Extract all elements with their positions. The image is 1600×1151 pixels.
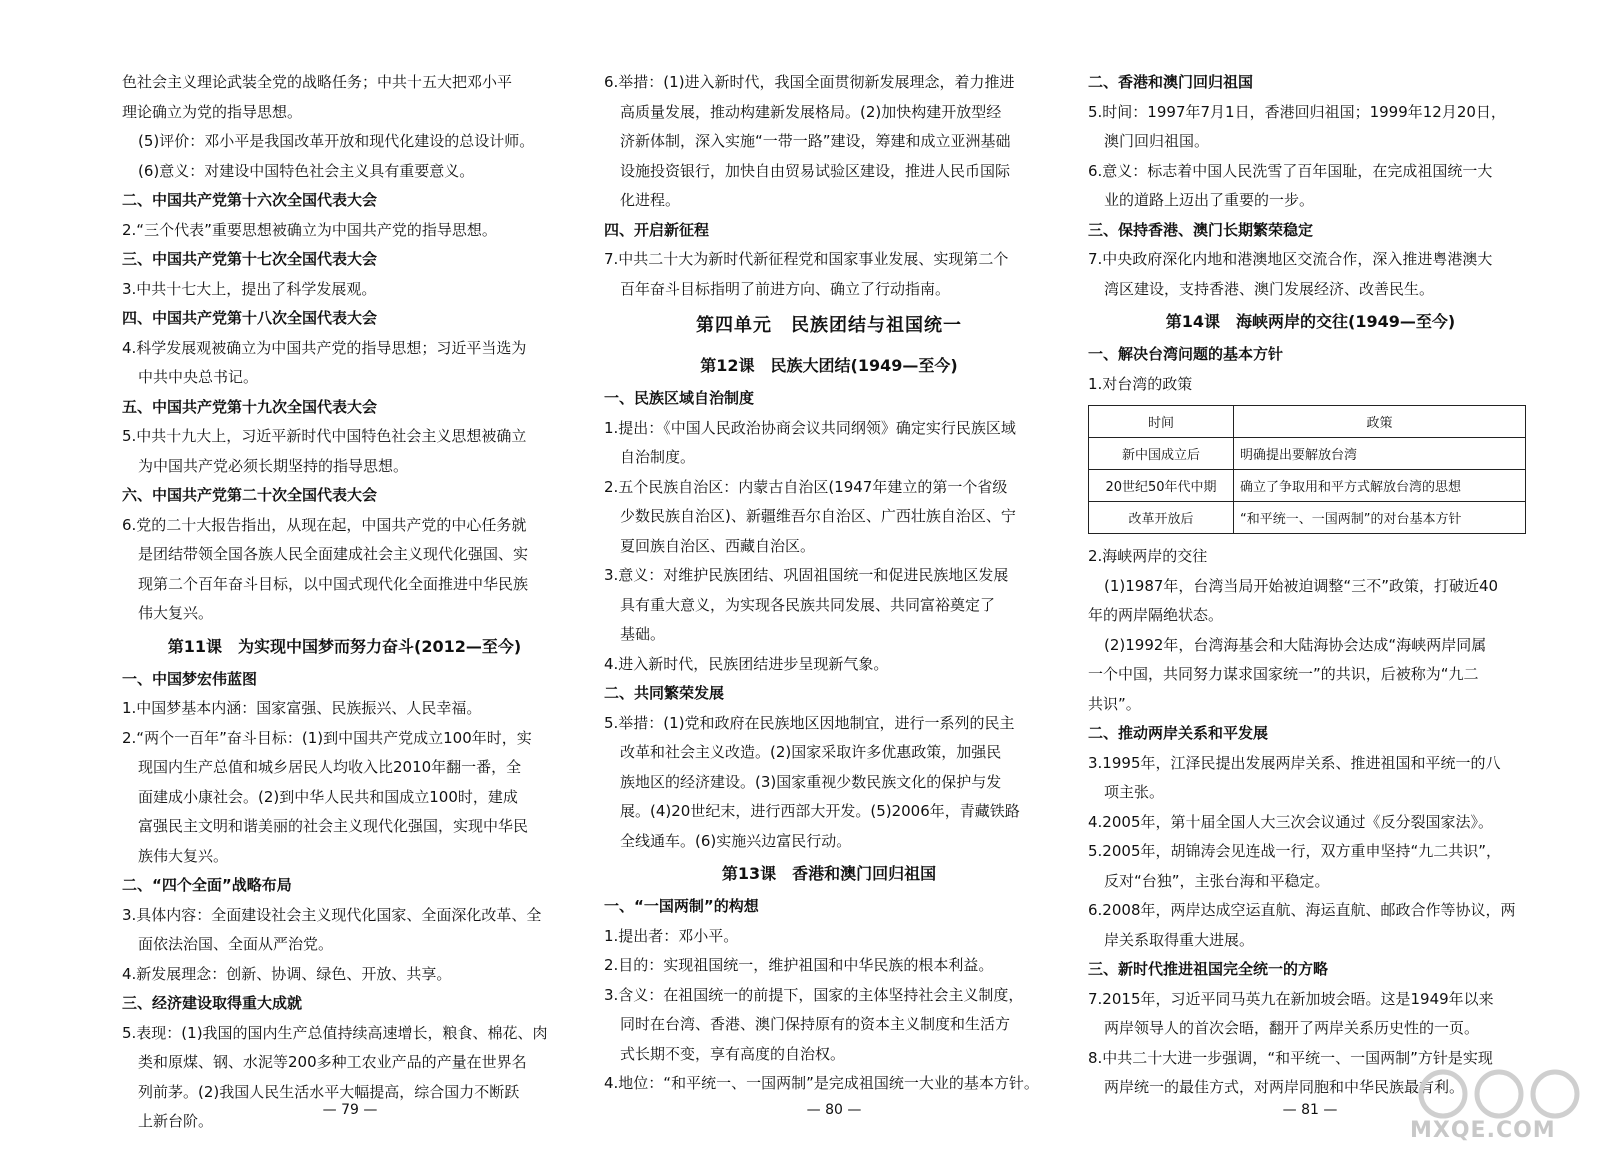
table-cell-time: 20世纪50年代中期 xyxy=(1089,470,1234,502)
table-cell-policy: 明确提出要解放台湾 xyxy=(1234,438,1526,470)
text-line: 1.中国梦基本内涵：国家富强、民族振兴、人民幸福。 xyxy=(122,699,482,717)
text-line: 族伟大复兴。 xyxy=(138,846,229,865)
text-line: 1.对台湾的政策 xyxy=(1088,374,1193,393)
lesson-title: 第13课 香港和澳门回归祖国 xyxy=(721,864,937,883)
text-line: 6.举措：(1)进入新时代，我国全面贯彻新发展理念，着力推进 xyxy=(604,73,1015,91)
page-81-column xyxy=(1088,68,1533,1096)
section-heading: 三、经济建设取得重大成就 xyxy=(122,994,303,1012)
text-line: 3.意义：对维护民族团结、巩固祖国统一和促进民族地区发展 xyxy=(604,566,1009,584)
table-header-row xyxy=(1089,406,1526,438)
section-heading: 二、共同繁荣发展 xyxy=(604,684,725,702)
text-line: 6.2008年，两岸达成空运直航、海运直航、邮政合作等协议，两 xyxy=(1088,901,1516,919)
text-line: 同时在台湾、香港、澳门保持原有的资本主义制度和生活方 xyxy=(620,1015,1011,1033)
text-line: 少数民族自治区)、新疆维吾尔自治区、广西壮族自治区、宁 xyxy=(620,507,1016,525)
text-line: 化进程。 xyxy=(620,191,681,209)
text-line: 4.进入新时代，民族团结进步呈现新气象。 xyxy=(604,654,889,673)
text-line: 4.地位：“和平统一、一国两制”是完成祖国统一大业的基本方针。 xyxy=(604,1074,1039,1092)
table-header-time: 时间 xyxy=(1089,406,1234,438)
text-line: 3.中共十七大上，提出了科学发展观。 xyxy=(122,279,377,298)
text-line: 夏回族自治区、西藏自治区。 xyxy=(620,536,816,555)
text-line: (2)1992年，台湾海基会和大陆海协会达成“海峡两岸同属 xyxy=(1104,635,1487,654)
text-line: 改革和社会主义改造。(2)国家采取许多优惠政策，加强民 xyxy=(620,743,1002,761)
text-line: 全线通车。(6)实施兴边富民行动。 xyxy=(620,831,852,850)
table-cell-time: 改革开放后 xyxy=(1089,502,1234,534)
text-line: 业的道路上迈出了重要的一步。 xyxy=(1104,191,1315,209)
page-80-column xyxy=(604,68,1054,1092)
text-line: 7.中共二十大为新时代新征程党和国家事业发展、实现第二个 xyxy=(604,250,1009,268)
text-line: 富强民主文明和谐美丽的社会主义现代化强国，实现中华民 xyxy=(138,817,529,835)
text-line: 3.具体内容：全面建设社会主义现代化国家、全面深化改革、全 xyxy=(122,905,542,924)
page-81-text-top xyxy=(1088,68,1533,399)
text-line: 理论确立为党的指导思想。 xyxy=(122,102,303,121)
text-line: 展。(4)20世纪末，进行西部大开发。(5)2006年，青藏铁路 xyxy=(620,802,1020,820)
text-line: 现国内生产总值和城乡居民人均收入比2010年翻一番，全 xyxy=(138,758,522,776)
text-line: 两岸领导人的首次会晤，翻开了两岸关系历史性的一页。 xyxy=(1104,1019,1480,1037)
text-line: 一个中国，共同努力谋求国家统一”的共识，后被称为“九二 xyxy=(1088,665,1479,683)
text-line: 5.中共十九大上，习近平新时代中国特色社会主义思想被确立 xyxy=(122,427,527,445)
table-cell-policy: “和平统一、一国两制”的对台基本方针 xyxy=(1234,502,1526,534)
text-line: (6)意义：对建设中国特色社会主义具有重要意义。 xyxy=(138,161,475,180)
section-heading: 六、中国共产党第二十次全国代表大会 xyxy=(122,486,378,504)
text-line: 2.海峡两岸的交往 xyxy=(1088,547,1208,565)
text-line: 色社会主义理论武装全党的战略任务；中共十五大把邓小平 xyxy=(122,73,513,91)
section-heading: 三、中国共产党第十七次全国代表大会 xyxy=(122,250,378,268)
table-row xyxy=(1089,502,1526,534)
table-header-policy: 政策 xyxy=(1234,406,1526,438)
text-line: 自治制度。 xyxy=(620,448,696,466)
text-line: 是团结带领全国各族人民全面建成社会主义现代化强国、实 xyxy=(138,545,529,563)
lesson-title: 第14课 海峡两岸的交往(1949—至今) xyxy=(1165,312,1456,331)
text-line: 6.党的二十大报告指出，从现在起，中国共产党的中心任务就 xyxy=(122,515,527,534)
section-heading: 二、“四个全面”战略布局 xyxy=(122,876,292,894)
text-line: 设施投资银行，加快自由贸易试验区建设，推进人民币国际 xyxy=(620,161,1011,180)
text-line: 6.意义：标志着中国人民洗雪了百年国耻，在完成祖国统一大 xyxy=(1088,161,1493,180)
text-line: 岸关系取得重大进展。 xyxy=(1104,930,1255,949)
text-line: 5.举措：(1)党和政府在民族地区因地制宜，进行一系列的民主 xyxy=(604,713,1015,732)
text-line: 面建成小康社会。(2)到中华人民共和国成立100时，建成 xyxy=(138,787,518,806)
text-line: 两岸统一的最佳方式，对两岸同胞和中华民族最有利。 xyxy=(1104,1078,1465,1096)
text-line: 项主张。 xyxy=(1104,783,1165,801)
table-row xyxy=(1089,470,1526,502)
text-line: 年的两岸隔绝状态。 xyxy=(1088,606,1224,624)
page-number: — 81 — xyxy=(1282,1102,1338,1118)
text-line: 伟大复兴。 xyxy=(138,604,214,622)
page-81-text-bottom xyxy=(1088,542,1533,1103)
text-line: 高质量发展，推动构建新发展格局。(2)加快构建开放型经 xyxy=(620,102,1002,121)
text-line: 8.中共二十大进一步强调，“和平统一、一国两制”方针是实现 xyxy=(1088,1048,1493,1067)
unit-title: 第四单元 民族团结与祖国统一 xyxy=(696,315,962,336)
text-line: 面依法治国、全面从严治党。 xyxy=(138,935,334,953)
text-line: 4.新发展理念：创新、协调、绿色、开放、共享。 xyxy=(122,964,452,983)
text-line: 共识”。 xyxy=(1088,694,1141,713)
section-heading: 一、民族区域自治制度 xyxy=(604,389,755,407)
section-heading: 五、中国共产党第十九次全国代表大会 xyxy=(122,397,378,416)
text-line: 现第二个百年奋斗目标，以中国式现代化全面推进中华民族 xyxy=(138,574,529,593)
text-line: 2.五个民族自治区：内蒙古自治区(1947年建立的第一个省级 xyxy=(604,477,1008,496)
text-line: 5.表现：(1)我国的国内生产总值持续高速增长，粮食、棉花、肉 xyxy=(122,1023,548,1042)
section-heading: 二、中国共产党第十六次全国代表大会 xyxy=(122,191,378,209)
text-line: 具有重大意义，为实现各民族共同发展、共同富裕奠定了 xyxy=(620,595,996,614)
text-line: 湾区建设，支持香港、澳门发展经济、改善民生。 xyxy=(1104,279,1435,298)
text-line: 2.“三个代表”重要思想被确立为中国共产党的指导思想。 xyxy=(122,220,497,239)
text-line: 类和原煤、钢、水泥等200多种工农业产品的产量在世界名 xyxy=(138,1053,527,1071)
section-heading: 三、保持香港、澳门长期繁荣稳定 xyxy=(1088,220,1314,239)
section-heading: 一、“一国两制”的构想 xyxy=(604,897,759,915)
text-line: 1.提出：《中国人民政治协商会议共同纲领》确定实行民族区域 xyxy=(604,418,1016,437)
text-line: 2.“两个一百年”奋斗目标：(1)到中国共产党成立100年时，实 xyxy=(122,728,532,747)
text-line: 3.含义：在祖国统一的前提下，国家的主体坚持社会主义制度， xyxy=(604,985,1024,1004)
table-cell-policy: 确立了争取用和平方式解放台湾的思想 xyxy=(1234,470,1526,502)
lesson-title: 第12课 民族大团结(1949—至今) xyxy=(700,356,958,375)
text-line: 百年奋斗目标指明了前进方向、确立了行动指南。 xyxy=(620,279,951,298)
text-line: 列前茅。(2)我国人民生活水平大幅提高，综合国力不断跃 xyxy=(138,1082,520,1101)
section-heading: 一、中国梦宏伟蓝图 xyxy=(122,669,258,688)
section-heading: 四、开启新征程 xyxy=(604,220,710,239)
taiwan-policy-table xyxy=(1088,405,1526,534)
text-line: (5)评价：邓小平是我国改革开放和现代化建设的总设计师。 xyxy=(138,132,535,150)
section-heading: 二、推动两岸关系和平发展 xyxy=(1088,724,1269,742)
text-line: 族地区的经济建设。(3)国家重视少数民族文化的保护与发 xyxy=(620,772,1002,791)
watermark-text: MXQE.COM xyxy=(1410,1118,1556,1143)
text-line: 式长期不变，享有高度的自治权。 xyxy=(620,1044,846,1063)
text-line: (1)1987年，台湾当局开始被迫调整“三不”政策，打破近40 xyxy=(1104,576,1499,595)
section-heading: 三、新时代推进祖国完全统一的方略 xyxy=(1088,960,1329,978)
section-heading: 四、中国共产党第十八次全国代表大会 xyxy=(122,309,378,327)
text-line: 4.2005年，第十届全国人大三次会议通过《反分裂国家法》。 xyxy=(1088,812,1493,831)
lesson-title: 第11课 为实现中国梦而努力奋斗(2012—至今) xyxy=(167,636,522,656)
page-number: — 79 — xyxy=(322,1102,378,1118)
text-line: 上新台阶。 xyxy=(138,1112,214,1130)
text-line: 1.提出者：邓小平。 xyxy=(604,926,739,945)
text-line: 7.中央政府深化内地和港澳地区交流合作，深入推进粤港澳大 xyxy=(1088,250,1493,268)
table-row xyxy=(1089,438,1526,470)
table-cell-time: 新中国成立后 xyxy=(1089,438,1234,470)
text-line: 中共中央总书记。 xyxy=(138,368,259,386)
page-number: — 80 — xyxy=(806,1102,862,1118)
section-heading: 二、香港和澳门回归祖国 xyxy=(1088,73,1254,91)
section-heading: 一、解决台湾问题的基本方针 xyxy=(1088,345,1284,363)
text-line: 澳门回归祖国。 xyxy=(1104,132,1210,150)
text-line: 2.目的：实现祖国统一，维护祖国和中华民族的根本利益。 xyxy=(604,956,994,974)
text-line: 反对“台独”，主张台海和平稳定。 xyxy=(1104,871,1330,890)
text-line: 为中国共产党必须长期坚持的指导思想。 xyxy=(138,456,409,475)
text-line: 基础。 xyxy=(620,625,666,643)
text-line: 4.科学发展观被确立为中国共产党的指导思想；习近平当选为 xyxy=(122,338,527,357)
text-line: 7.2015年，习近平同马英九在新加坡会晤。这是1949年以来 xyxy=(1088,989,1494,1008)
text-line: 5.时间：1997年7月1日，香港回归祖国；1999年12月20日， xyxy=(1088,102,1506,121)
text-line: 3.1995年，江泽民提出发展两岸关系、推进祖国和平统一的八 xyxy=(1088,753,1501,772)
text-line: 济新体制，深入实施“一带一路”建设，筹建和成立亚洲基础 xyxy=(620,132,1011,150)
text-line: 5.2005年，胡锦涛会见连战一行，双方重申坚持“九二共识”， xyxy=(1088,842,1502,860)
